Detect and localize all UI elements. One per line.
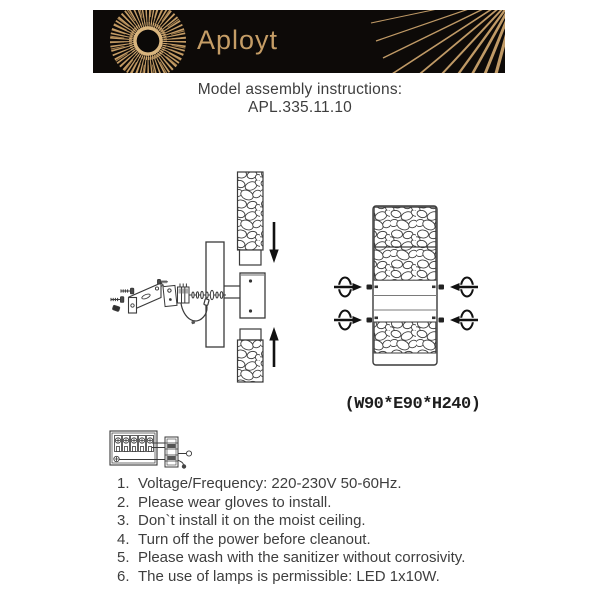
item-number: 5.	[117, 549, 130, 567]
rod-and-washers	[189, 290, 226, 299]
assembled-lamp-diagram	[330, 195, 490, 380]
item-number: 6.	[117, 567, 130, 585]
item-text: Turn off the power before cleanout.	[138, 530, 371, 548]
wire-connector	[178, 284, 190, 304]
lamp-body-box	[240, 273, 265, 318]
rotate-screw-icon	[450, 278, 478, 297]
item-number: 3.	[117, 512, 130, 530]
item-text: Voltage/Frequency: 220-230V 50-60Hz.	[138, 475, 402, 492]
exploded-view-diagram	[100, 160, 310, 440]
starter-component	[165, 437, 192, 469]
dimensions-label: (W90*E90*H240)	[344, 395, 481, 414]
lamp-body	[373, 206, 437, 365]
banner-rays-icon	[93, 10, 505, 73]
list-item	[117, 475, 537, 494]
item-text: Please wash with the sanitizer without corrosivity.	[138, 549, 466, 567]
page-title: Model assembly instructions:	[197, 81, 403, 98]
brand-wordmark: Aployt	[197, 25, 279, 55]
brand-banner	[93, 10, 505, 73]
list-item	[117, 531, 537, 550]
list-item	[117, 549, 537, 568]
terminal-screws	[115, 436, 154, 452]
list-item	[117, 512, 537, 531]
instructions-list	[117, 475, 537, 587]
mounting-arm	[224, 286, 240, 298]
rotate-screw-icon	[334, 311, 362, 330]
screw-icon	[158, 280, 169, 285]
list-item	[117, 568, 537, 587]
arrow-down-icon	[269, 222, 278, 263]
item-number: 1.	[117, 475, 130, 492]
item-number: 2.	[117, 493, 130, 511]
screw-icon	[121, 288, 134, 294]
nut-icon	[112, 305, 120, 311]
item-number: 4.	[117, 530, 130, 548]
top-shade	[238, 172, 264, 265]
item-text: The use of lamps is permissible: LED 1x10W.	[138, 567, 440, 585]
item-text: Don`t install it on the moist ceiling.	[138, 512, 366, 530]
bottom-shade	[238, 329, 264, 382]
item-text: Please wear gloves to install.	[138, 493, 332, 511]
model-number: APL.335.11.10	[247, 99, 352, 116]
wiring-diagram	[100, 425, 210, 477]
list-item	[117, 494, 537, 513]
rotate-screw-icon	[334, 278, 362, 297]
arrow-up-icon	[269, 327, 278, 367]
screw-icon	[111, 297, 124, 303]
rotate-screw-icon	[450, 311, 478, 330]
